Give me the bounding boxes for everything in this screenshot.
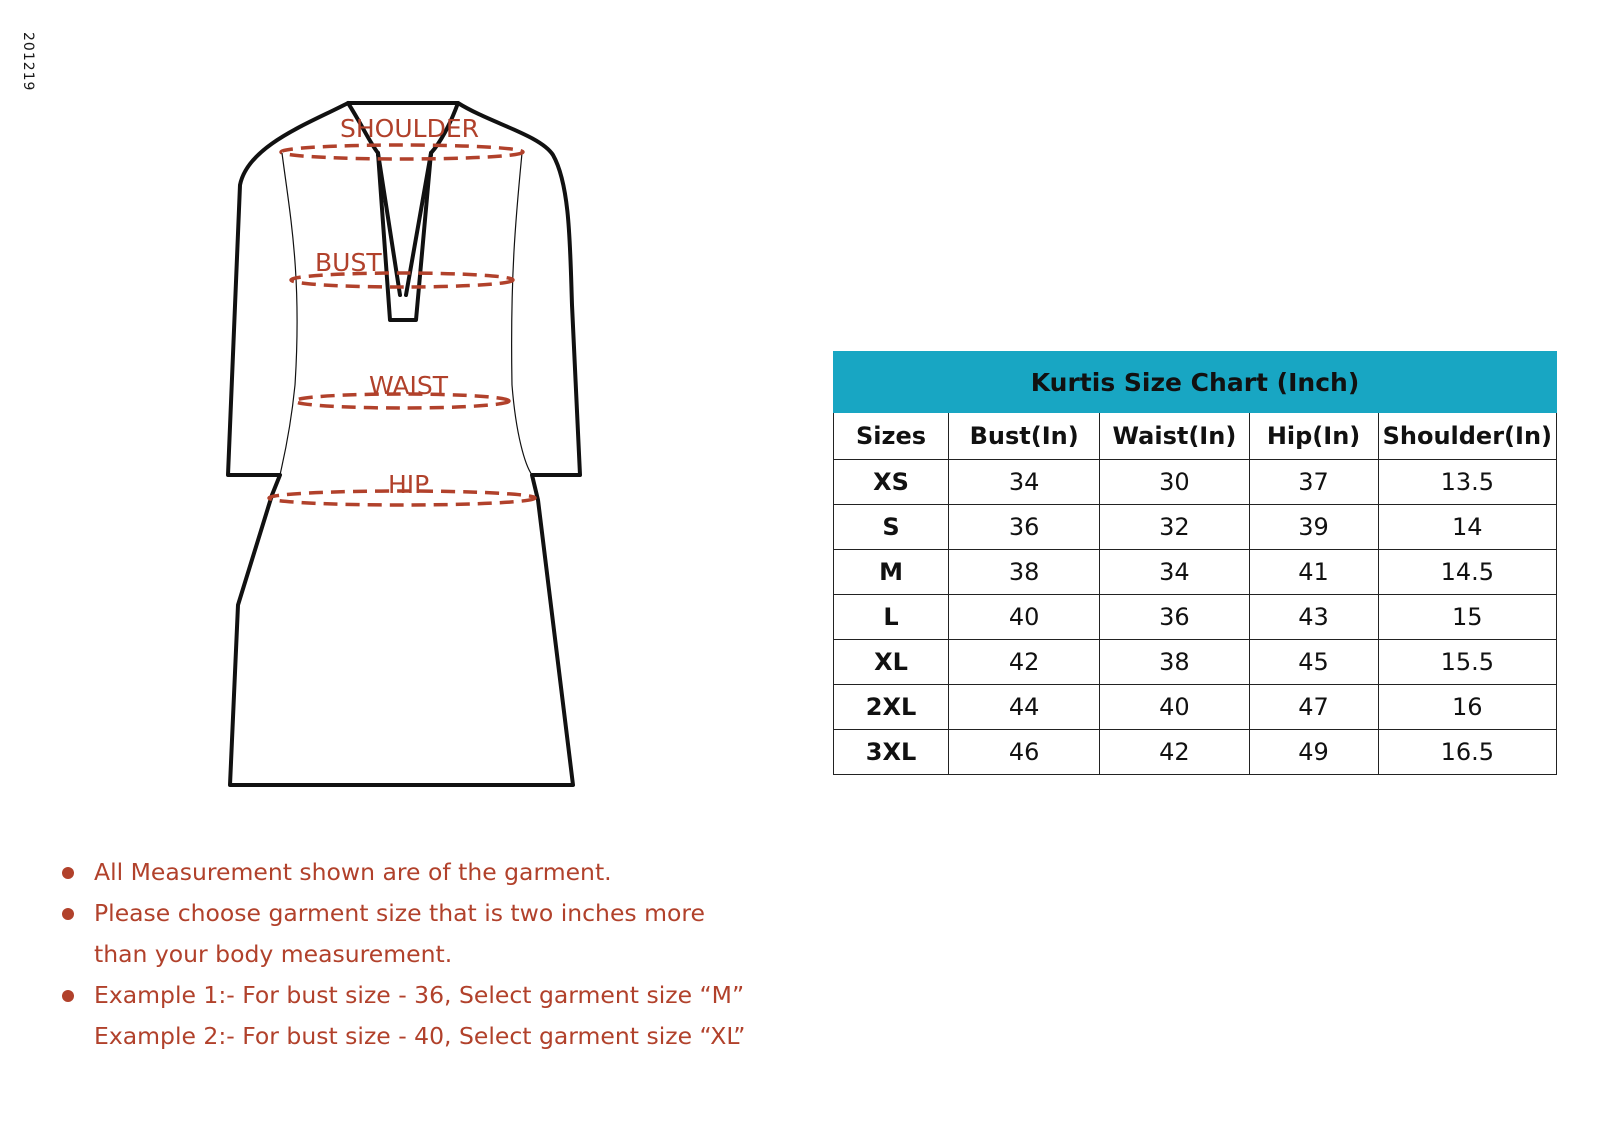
left-armhole-seam (280, 153, 297, 475)
col-header-hip: Hip(In) (1249, 413, 1378, 460)
shoulder-cell: 14 (1378, 505, 1556, 550)
waist-cell: 42 (1100, 730, 1249, 775)
table-row (834, 505, 1557, 550)
hip-cell: 49 (1249, 730, 1378, 775)
hip-cell: 47 (1249, 685, 1378, 730)
size-cell: L (834, 595, 949, 640)
shoulder-measure-line (281, 145, 523, 159)
size-chart-header-row (834, 413, 1557, 460)
col-header-bust: Bust(In) (949, 413, 1100, 460)
size-cell: 2XL (834, 685, 949, 730)
hip-cell: 43 (1249, 595, 1378, 640)
shoulder-cell: 16.5 (1378, 730, 1556, 775)
bullet-icon (62, 990, 74, 1002)
bust-cell: 38 (949, 550, 1100, 595)
size-cell: S (834, 505, 949, 550)
waist-cell: 36 (1100, 595, 1249, 640)
shoulder-cell: 15.5 (1378, 640, 1556, 685)
table-row (834, 550, 1557, 595)
list-item (62, 893, 822, 975)
size-cell: XS (834, 460, 949, 505)
table-row (834, 595, 1557, 640)
waist-cell: 32 (1100, 505, 1249, 550)
bullet-icon (62, 908, 74, 920)
bust-cell: 34 (949, 460, 1100, 505)
measurement-notes (62, 852, 822, 1057)
bust-cell: 36 (949, 505, 1100, 550)
bullet-icon (62, 867, 74, 879)
shoulder-cell: 14.5 (1378, 550, 1556, 595)
size-chart-title: Kurtis Size Chart (Inch) (834, 352, 1557, 413)
bust-cell: 40 (949, 595, 1100, 640)
size-cell: 3XL (834, 730, 949, 775)
bust-cell: 42 (949, 640, 1100, 685)
bust-cell: 44 (949, 685, 1100, 730)
waist-cell: 40 (1100, 685, 1249, 730)
size-cell: M (834, 550, 949, 595)
note-text: than your body measurement. (94, 940, 453, 968)
hip-cell: 45 (1249, 640, 1378, 685)
right-armhole-seam (512, 153, 532, 475)
table-row (834, 685, 1557, 730)
waist-cell: 38 (1100, 640, 1249, 685)
col-header-waist: Waist(In) (1100, 413, 1249, 460)
note-text: Example 1:- For bust size - 36, Select garment size “M” (94, 981, 745, 1009)
shoulder-cell: 13.5 (1378, 460, 1556, 505)
table-row (834, 640, 1557, 685)
note-text: All Measurement shown are of the garment. (94, 858, 612, 886)
hip-label: HIP (388, 470, 430, 499)
waist-label: WAIST (369, 371, 448, 400)
note-text: Example 2:- For bust size - 40, Select garment size “XL” (94, 1022, 746, 1050)
kurti-outline-illustration (220, 95, 590, 815)
shoulder-cell: 16 (1378, 685, 1556, 730)
col-header-shoulder: Shoulder(In) (1378, 413, 1556, 460)
list-item (62, 975, 822, 1057)
bust-label: BUST (315, 248, 382, 277)
size-cell: XL (834, 640, 949, 685)
shoulder-label: SHOULDER (340, 114, 479, 143)
hip-cell: 37 (1249, 460, 1378, 505)
hip-cell: 39 (1249, 505, 1378, 550)
list-item (62, 852, 822, 893)
col-header-sizes: Sizes (834, 413, 949, 460)
hip-cell: 41 (1249, 550, 1378, 595)
note-text: Please choose garment size that is two inches more (94, 899, 705, 927)
size-chart-table (833, 351, 1557, 775)
shoulder-cell: 15 (1378, 595, 1556, 640)
table-row (834, 460, 1557, 505)
size-chart-title-row (834, 352, 1557, 413)
bust-cell: 46 (949, 730, 1100, 775)
kurti-body-outline (228, 103, 580, 785)
product-code: 201219 (20, 32, 36, 92)
waist-cell: 34 (1100, 550, 1249, 595)
waist-cell: 30 (1100, 460, 1249, 505)
kurti-drawing (220, 95, 590, 815)
table-row (834, 730, 1557, 775)
